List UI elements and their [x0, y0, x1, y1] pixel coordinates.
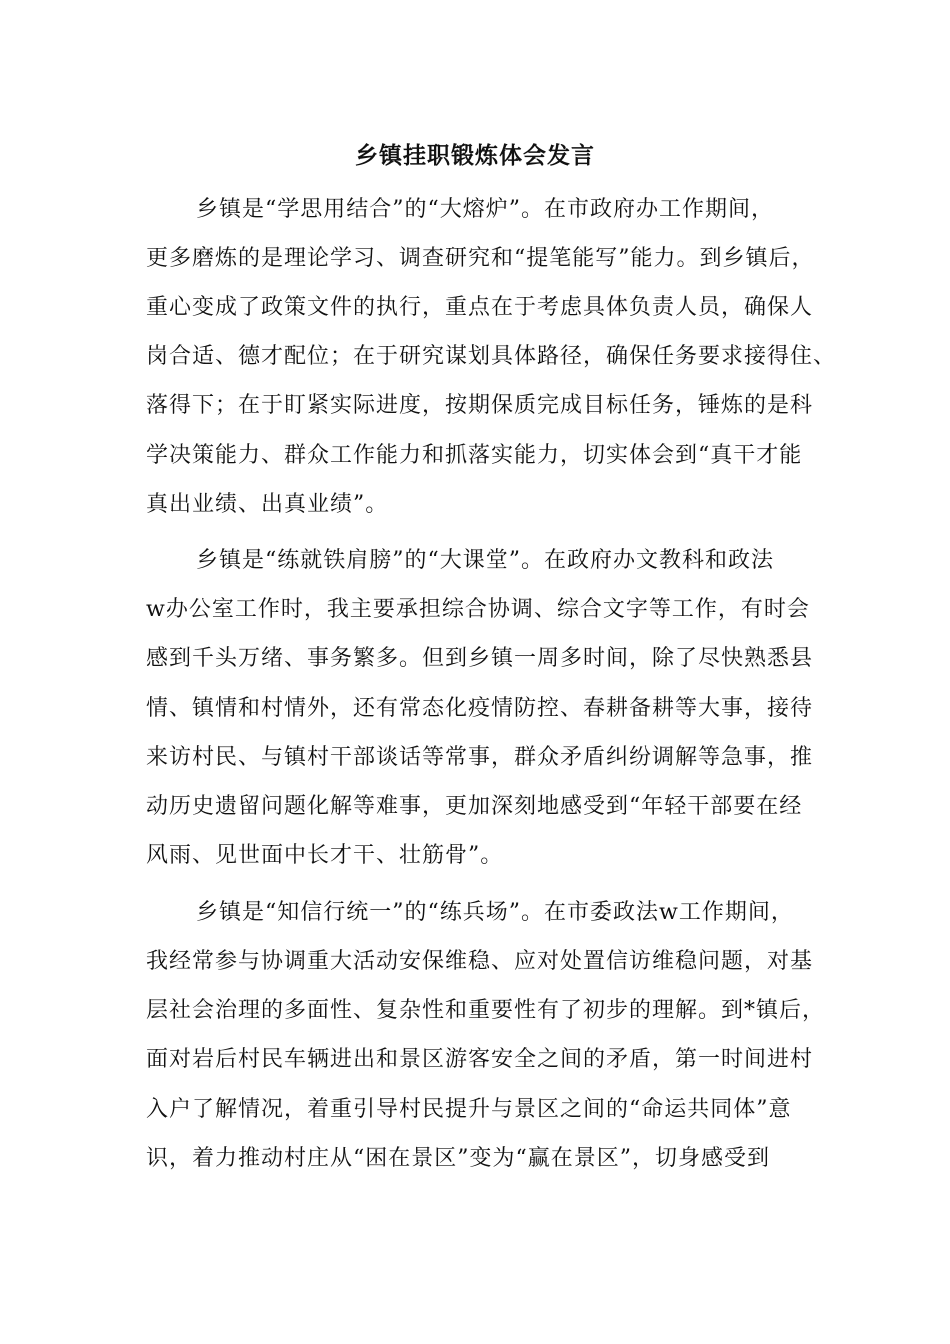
paragraph-1-line-2: 更多磨炼的是理论学习、调查研究和“提笔能写”能力。到乡镇后，	[146, 246, 815, 271]
paragraph-3-line-6: 识，着力推动村庄从“困在景区”变为“赢在景区”，切身感受到	[146, 1146, 770, 1171]
paragraph-2-line-4: 情、镇情和村情外，还有常态化疫情防控、春耕备耕等大事，接待	[146, 696, 814, 721]
paragraph-2-line-6: 动历史遗留问题化解等难事，更加深刻地感受到“年轻干部要在经	[146, 794, 803, 819]
paragraph-3-line-4: 面对岩后村民车辆进出和景区游客安全之间的矛盾，第一时间进村	[146, 1047, 814, 1072]
paragraph-2-line-2: w办公室工作时，我主要承担综合协调、综合文字等工作，有时会	[146, 597, 810, 622]
paragraph-1-line-4: 岗合适、德才配位；在于研究谋划具体路径，确保任务要求接得住、	[146, 344, 837, 369]
document-title: 乡镇挂职锻炼体会发言	[355, 142, 595, 169]
paragraph-2-line-5: 来访村民、与镇村干部谈话等常事，群众矛盾纠纷调解等急事，推	[146, 745, 814, 770]
paragraph-1-line-5: 落得下；在于盯紧实际进度，按期保质完成目标任务，锤炼的是科	[146, 393, 814, 418]
paragraph-2-line-7: 风雨、见世面中长才干、壮筋骨”。	[146, 843, 504, 868]
paragraph-2-line-1: 乡镇是“练就铁肩膀”的“大课堂”。在政府办文教科和政法	[196, 548, 774, 573]
paragraph-3-line-3: 层社会治理的多面性、复杂性和重要性有了初步的理解。到*镇后，	[146, 998, 826, 1023]
paragraph-1-line-6: 学决策能力、群众工作能力和抓落实能力，切实体会到“真干才能	[146, 443, 803, 468]
paragraph-1-line-7: 真出业绩、出真业绩”。	[146, 492, 389, 517]
paragraph-3-line-1: 乡镇是“知信行统一”的“练兵场”。在市委政法w工作期间，	[196, 900, 794, 925]
paragraph-1-line-3: 重心变成了政策文件的执行，重点在于考虑具体负责人员，确保人	[146, 295, 814, 320]
paragraph-2-line-3: 感到千头万绪、事务繁多。但到乡镇一周多时间，除了尽快熟悉县	[146, 646, 814, 671]
paragraph-1-line-1: 乡镇是“学思用结合”的“大熔炉”。在市政府办工作期间，	[196, 197, 774, 222]
paragraph-3-line-5: 入户了解情况，着重引导村民提升与景区之间的“命运共同体”意	[146, 1097, 792, 1122]
paragraph-3-line-2: 我经常参与协调重大活动安保维稳、应对处置信访维稳问题，对基	[146, 949, 814, 974]
